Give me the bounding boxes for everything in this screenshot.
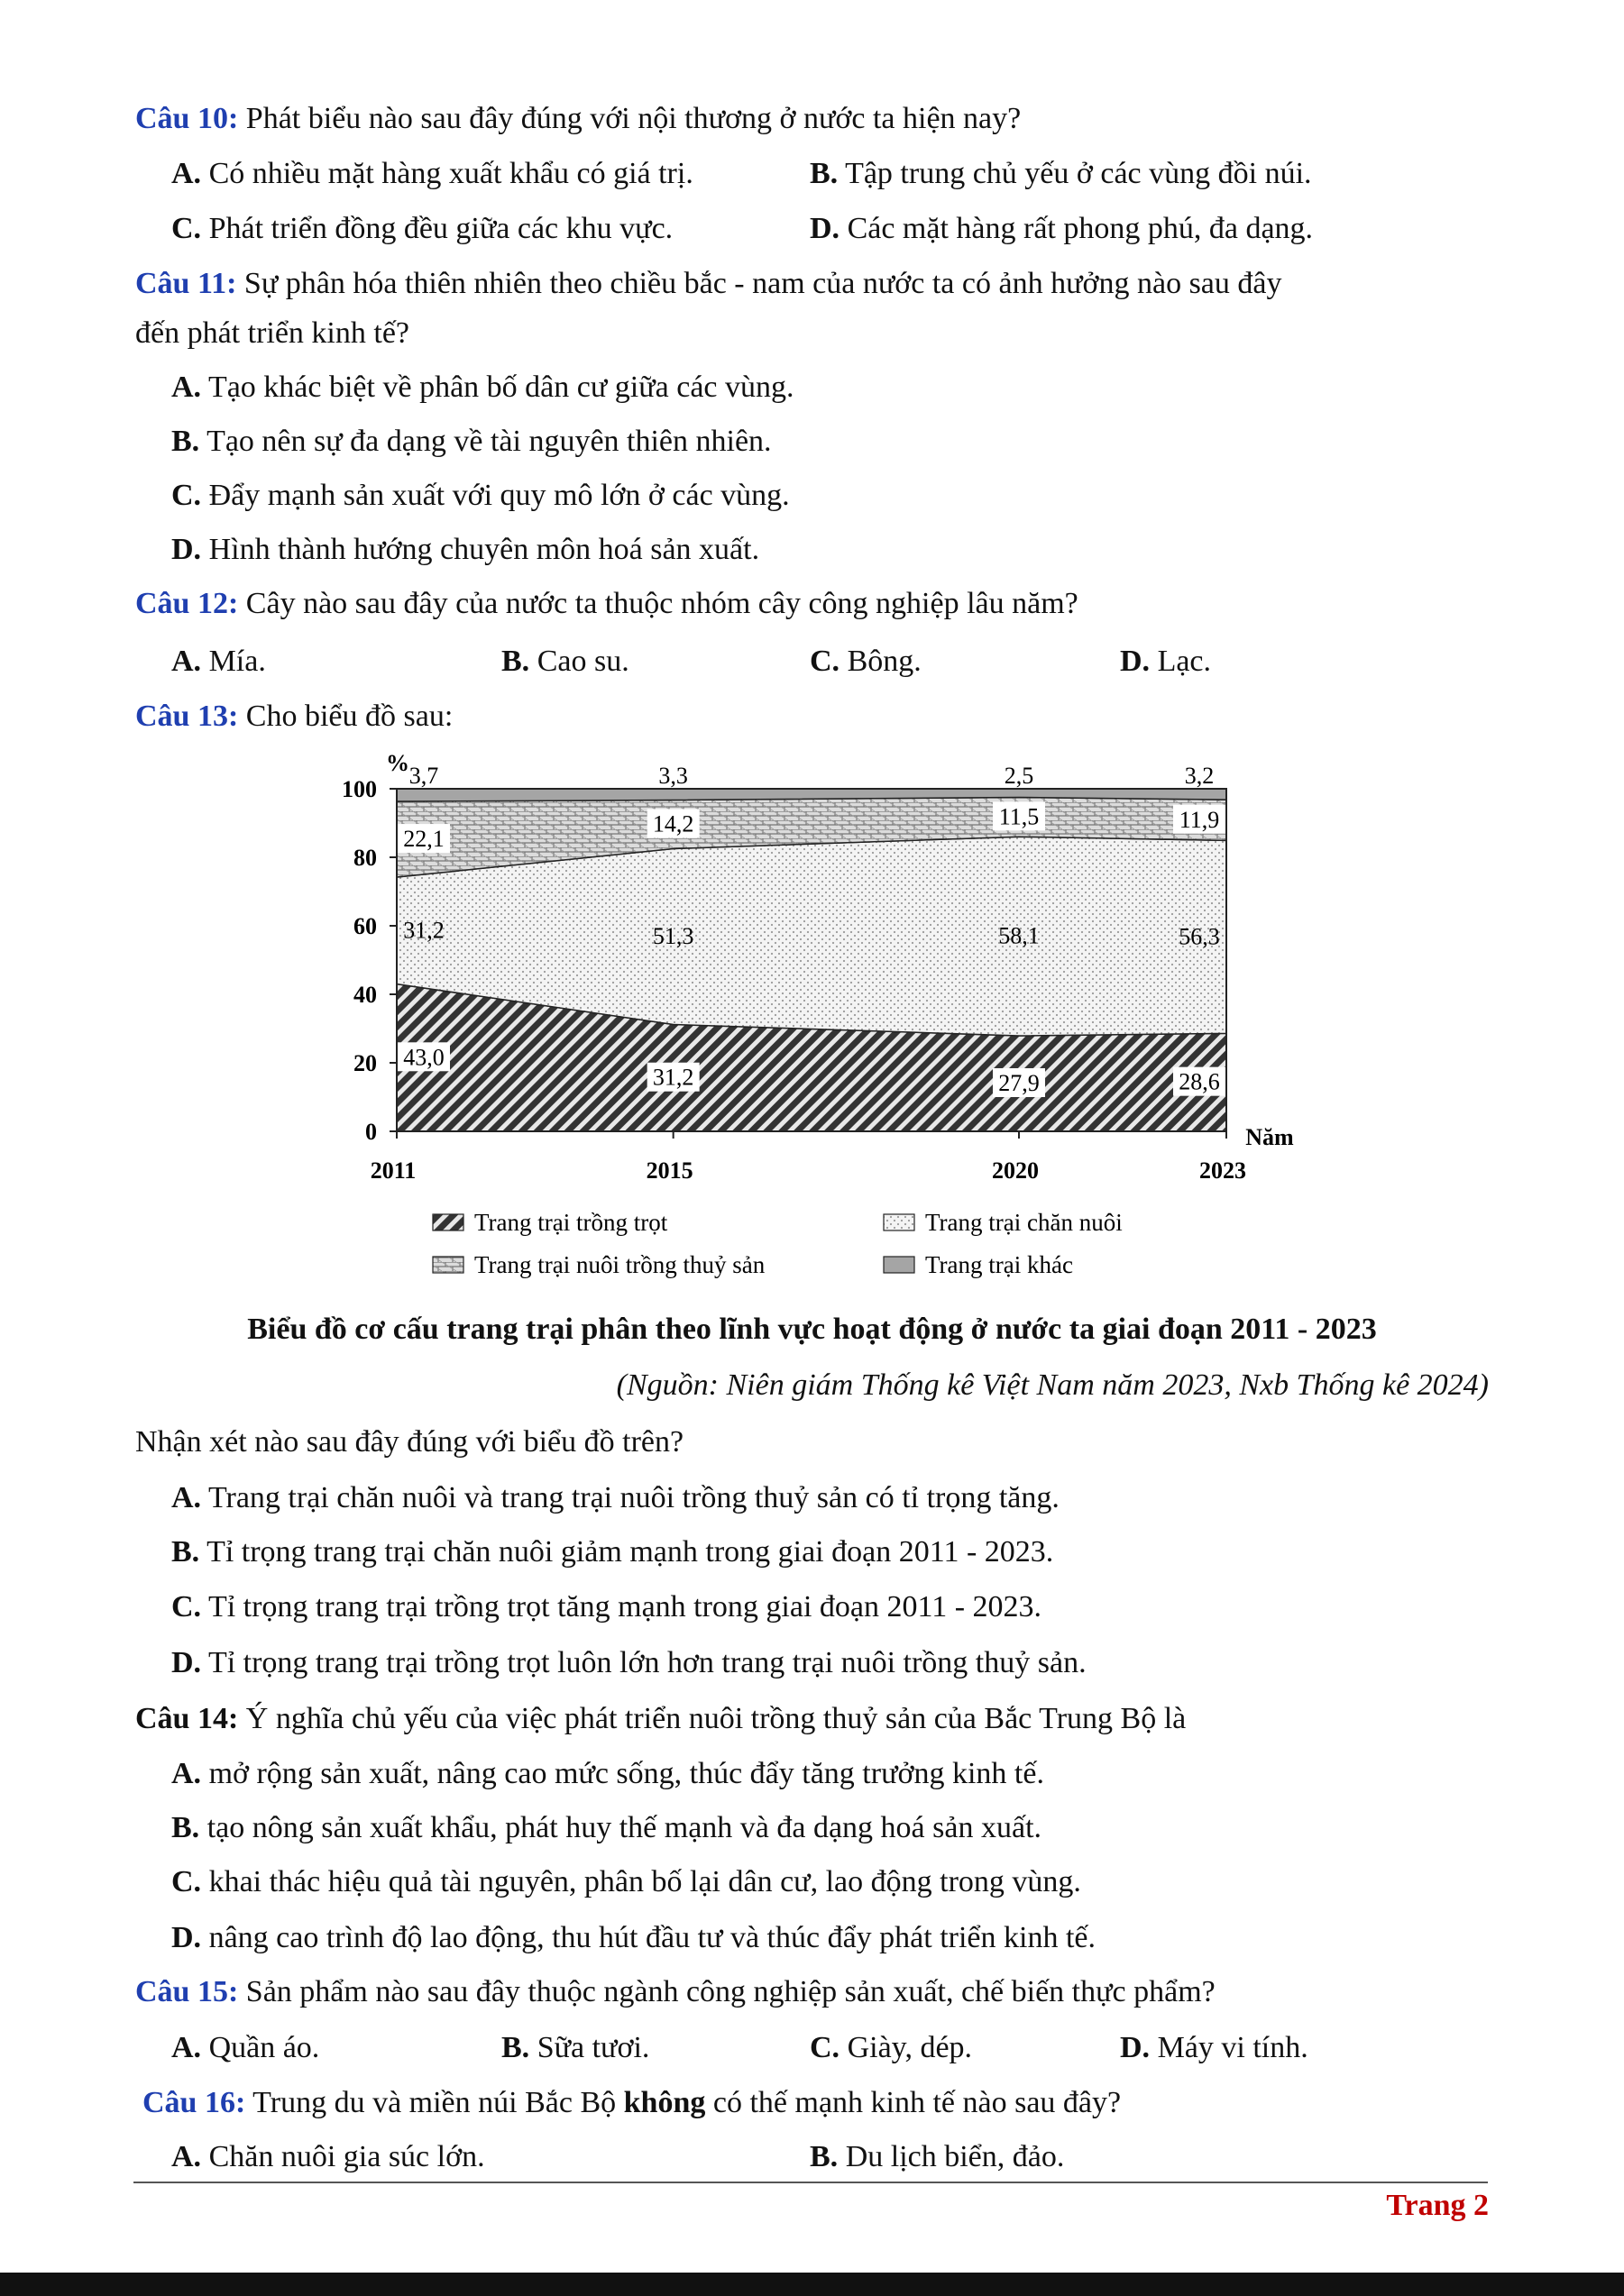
option-a[interactable] xyxy=(171,2030,319,2066)
option-label: A. xyxy=(171,2140,202,2173)
option-label: C. xyxy=(810,645,840,678)
option-b[interactable] xyxy=(810,156,1312,192)
option-text: Tập trung chủ yếu ở các vùng đồi núi. xyxy=(838,157,1312,190)
question-11 xyxy=(135,266,1281,302)
option-d[interactable] xyxy=(171,1645,1087,1681)
option-label: B. xyxy=(810,2140,839,2173)
x-axis-label: Năm xyxy=(1245,1124,1294,1150)
legend-swatch xyxy=(433,1257,463,1273)
option-b[interactable] xyxy=(501,644,629,680)
x-tick-label: 2011 xyxy=(370,1157,417,1184)
question-13-prompt: Nhận xét nào sau đây đúng với biểu đồ trên? xyxy=(135,1425,684,1459)
x-tick-label: 2023 xyxy=(1199,1157,1246,1184)
option-text: Tỉ trọng trang trại trồng trọt tăng mạnh trong giai đoạn 2011 - 2023. xyxy=(201,1590,1042,1624)
option-d[interactable] xyxy=(1120,2030,1308,2066)
option-text: Tỉ trọng trang trại trồng trọt luôn lớn hơn trang trại nuôi trồng thuỷ sản. xyxy=(201,1646,1087,1679)
footer-rule xyxy=(133,2182,1488,2183)
y-tick-label: 80 xyxy=(353,845,377,871)
option-d[interactable] xyxy=(810,211,1313,247)
question-number: Câu 11: xyxy=(135,267,237,300)
option-a[interactable] xyxy=(171,370,794,406)
data-label: 56,3 xyxy=(1179,923,1220,950)
question-13 xyxy=(135,699,453,735)
option-a[interactable] xyxy=(171,644,266,680)
data-label: 27,9 xyxy=(998,1069,1040,1096)
option-text: tạo nông sản xuất khẩu, phát huy thế mạnh và đa dạng hoá sản xuất. xyxy=(199,1811,1042,1844)
option-d[interactable] xyxy=(1120,644,1211,680)
question-text: Sản phẩm nào sau đây thuộc ngành công nghiệp sản xuất, chế biến thực phẩm? xyxy=(238,1975,1216,2008)
option-text: Du lịch biển, đảo. xyxy=(838,2140,1065,2173)
option-b[interactable] xyxy=(171,1534,1053,1570)
chart-caption: Biểu đồ cơ cấu trang trại phân theo lĩnh vực hoạt động ở nước ta giai đoạn 2011 - 2023 xyxy=(247,1313,1377,1346)
option-text: Cao su. xyxy=(529,645,629,678)
data-label: 31,2 xyxy=(403,917,445,944)
y-tick-label: 0 xyxy=(365,1119,377,1145)
option-text: Sữa tươi. xyxy=(529,2031,650,2064)
option-label: D. xyxy=(171,533,202,566)
question-text-after: có thế mạnh kinh tế nào sau đây? xyxy=(705,2086,1122,2119)
option-label: D. xyxy=(1120,645,1151,678)
option-text: nâng cao trình độ lao động, thu hút đầu tư và thúc đẩy phát triển kinh tế. xyxy=(201,1921,1096,1954)
option-text: Phát triển đồng đều giữa các khu vực. xyxy=(201,212,674,245)
option-label: A. xyxy=(171,2031,202,2064)
option-text: Mía. xyxy=(201,645,266,678)
question-text: Trung du và miền núi Bắc Bộ xyxy=(245,2086,624,2119)
option-label: D. xyxy=(171,1646,202,1679)
data-label: 3,7 xyxy=(408,763,439,789)
question-text: Phát biểu nào sau đây đúng với nội thương ở nước ta hiện nay? xyxy=(238,102,1022,135)
page-number: Trang 2 xyxy=(1386,2189,1489,2222)
question-16 xyxy=(142,2085,1121,2121)
option-d[interactable] xyxy=(171,532,759,568)
data-label: 11,5 xyxy=(998,803,1040,830)
option-a[interactable] xyxy=(171,156,693,192)
option-text: Bông. xyxy=(840,645,922,678)
option-label: D. xyxy=(171,1921,202,1954)
legend-swatch xyxy=(884,1257,914,1273)
option-label: A. xyxy=(171,1481,202,1514)
option-text: Tạo khác biệt về phân bố dân cư giữa các vùng. xyxy=(201,370,794,404)
option-label: C. xyxy=(171,1865,202,1898)
option-text: Tỉ trọng trang trại chăn nuôi giảm mạnh trong giai đoạn 2011 - 2023. xyxy=(199,1535,1054,1569)
option-label: B. xyxy=(501,2031,530,2064)
option-c[interactable] xyxy=(171,1864,1081,1900)
option-label: A. xyxy=(171,645,202,678)
option-label: C. xyxy=(171,212,202,245)
x-tick-label: 2020 xyxy=(992,1157,1039,1184)
option-text: Đẩy mạnh sản xuất với quy mô lớn ở các vùng. xyxy=(201,479,790,512)
emphasis-word: không xyxy=(623,2086,706,2119)
question-number: Câu 10: xyxy=(135,102,239,135)
x-tick-label: 2015 xyxy=(646,1157,693,1184)
option-label: D. xyxy=(1120,2031,1151,2064)
data-label: 3,2 xyxy=(1184,763,1215,789)
option-b[interactable] xyxy=(171,424,772,460)
y-tick-label: 40 xyxy=(353,982,377,1008)
stacked-area-chart xyxy=(298,739,1317,1298)
data-label: 28,6 xyxy=(1179,1068,1220,1095)
option-text: Trang trại chăn nuôi và trang trại nuôi trồng thuỷ sản có tỉ trọng tăng. xyxy=(201,1481,1060,1514)
data-label: 11,9 xyxy=(1179,806,1220,833)
question-15 xyxy=(135,1974,1216,2010)
option-a[interactable] xyxy=(171,2139,485,2175)
question-14 xyxy=(135,1701,1186,1737)
question-text-cont: đến phát triển kinh tế? xyxy=(135,316,410,350)
option-label: A. xyxy=(171,157,202,190)
option-b[interactable] xyxy=(501,2030,649,2066)
option-label: B. xyxy=(810,157,839,190)
option-label: C. xyxy=(171,1590,202,1624)
option-label: D. xyxy=(810,212,840,245)
option-text: Hình thành hướng chuyên môn hoá sản xuất. xyxy=(201,533,760,566)
option-text: Máy vi tính. xyxy=(1150,2031,1308,2064)
option-label: A. xyxy=(171,370,202,404)
option-label: B. xyxy=(171,1535,200,1569)
option-text: Chăn nuôi gia súc lớn. xyxy=(201,2140,485,2173)
option-text: Quần áo. xyxy=(201,2031,320,2064)
option-a[interactable] xyxy=(171,1756,1044,1792)
y-tick-label: 60 xyxy=(353,913,377,939)
question-number: Câu 14: xyxy=(135,1702,239,1735)
question-number: Câu 15: xyxy=(135,1975,239,2008)
option-text: Có nhiều mặt hàng xuất khẩu có giá trị. xyxy=(201,157,693,190)
data-label: 3,3 xyxy=(658,763,688,789)
chart-source: (Nguồn: Niên giám Thống kê Việt Nam năm 2023, Nxb Thống kê 2024) xyxy=(616,1368,1489,1402)
option-text: mở rộng sản xuất, nâng cao mức sống, thúc đẩy tăng trưởng kinh tế. xyxy=(201,1757,1044,1790)
question-text: Cho biểu đồ sau: xyxy=(238,700,454,733)
legend-label: Trang trại khác xyxy=(925,1251,1073,1278)
question-text: Sự phân hóa thiên nhiên theo chiều bắc - nam của nước ta có ảnh hưởng nào sau đây xyxy=(236,267,1282,300)
question-text: Cây nào sau đây của nước ta thuộc nhóm cây công nghiệp lâu năm? xyxy=(238,587,1078,620)
question-number: Câu 13: xyxy=(135,700,239,733)
option-c[interactable] xyxy=(171,1589,1041,1625)
data-label: 43,0 xyxy=(403,1044,445,1071)
option-text: Giày, dép. xyxy=(840,2031,973,2064)
option-label: A. xyxy=(171,1757,202,1790)
option-text: khai thác hiệu quả tài nguyên, phân bố lại dân cư, lao động trong vùng. xyxy=(201,1865,1081,1898)
option-label: B. xyxy=(171,425,200,458)
option-c[interactable] xyxy=(171,478,790,514)
option-d[interactable] xyxy=(171,1920,1096,1956)
data-label: 22,1 xyxy=(403,826,445,853)
option-b[interactable] xyxy=(810,2139,1064,2175)
question-number: Câu 12: xyxy=(135,587,239,620)
option-text: Các mặt hàng rất phong phú, đa dạng. xyxy=(840,212,1314,245)
y-tick-label: 20 xyxy=(353,1050,377,1076)
question-number: Câu 16: xyxy=(142,2086,246,2119)
data-label: 14,2 xyxy=(652,810,694,837)
legend-swatch xyxy=(884,1214,914,1230)
option-text: Tạo nên sự đa dạng về tài nguyên thiên nhiên. xyxy=(199,425,772,458)
option-c[interactable] xyxy=(810,2030,972,2066)
option-label: B. xyxy=(501,645,530,678)
question-text: Ý nghĩa chủ yếu của việc phát triển nuôi trồng thuỷ sản của Bắc Trung Bộ là xyxy=(238,1702,1187,1735)
question-12 xyxy=(135,586,1078,622)
bottom-bar xyxy=(0,2273,1624,2296)
y-tick-label: 100 xyxy=(342,776,377,802)
option-c[interactable] xyxy=(810,644,922,680)
data-label: 2,5 xyxy=(1004,763,1034,789)
option-label: C. xyxy=(171,479,202,512)
legend-label: Trang trại trồng trọt xyxy=(474,1209,668,1236)
option-b[interactable] xyxy=(171,1810,1041,1846)
legend-label: Trang trại chăn nuôi xyxy=(925,1209,1123,1236)
legend-swatch xyxy=(433,1214,463,1230)
data-label: 58,1 xyxy=(998,922,1040,949)
option-c[interactable] xyxy=(171,211,673,247)
option-label: C. xyxy=(810,2031,840,2064)
legend-label: Trang trại nuôi trồng thuỷ sản xyxy=(474,1251,766,1278)
option-text: Lạc. xyxy=(1150,645,1212,678)
data-label: 51,3 xyxy=(652,922,694,949)
question-10 xyxy=(135,101,1021,137)
option-a[interactable] xyxy=(171,1480,1060,1516)
y-axis-label: % xyxy=(386,750,409,776)
option-label: B. xyxy=(171,1811,200,1844)
data-label: 31,2 xyxy=(652,1064,694,1091)
